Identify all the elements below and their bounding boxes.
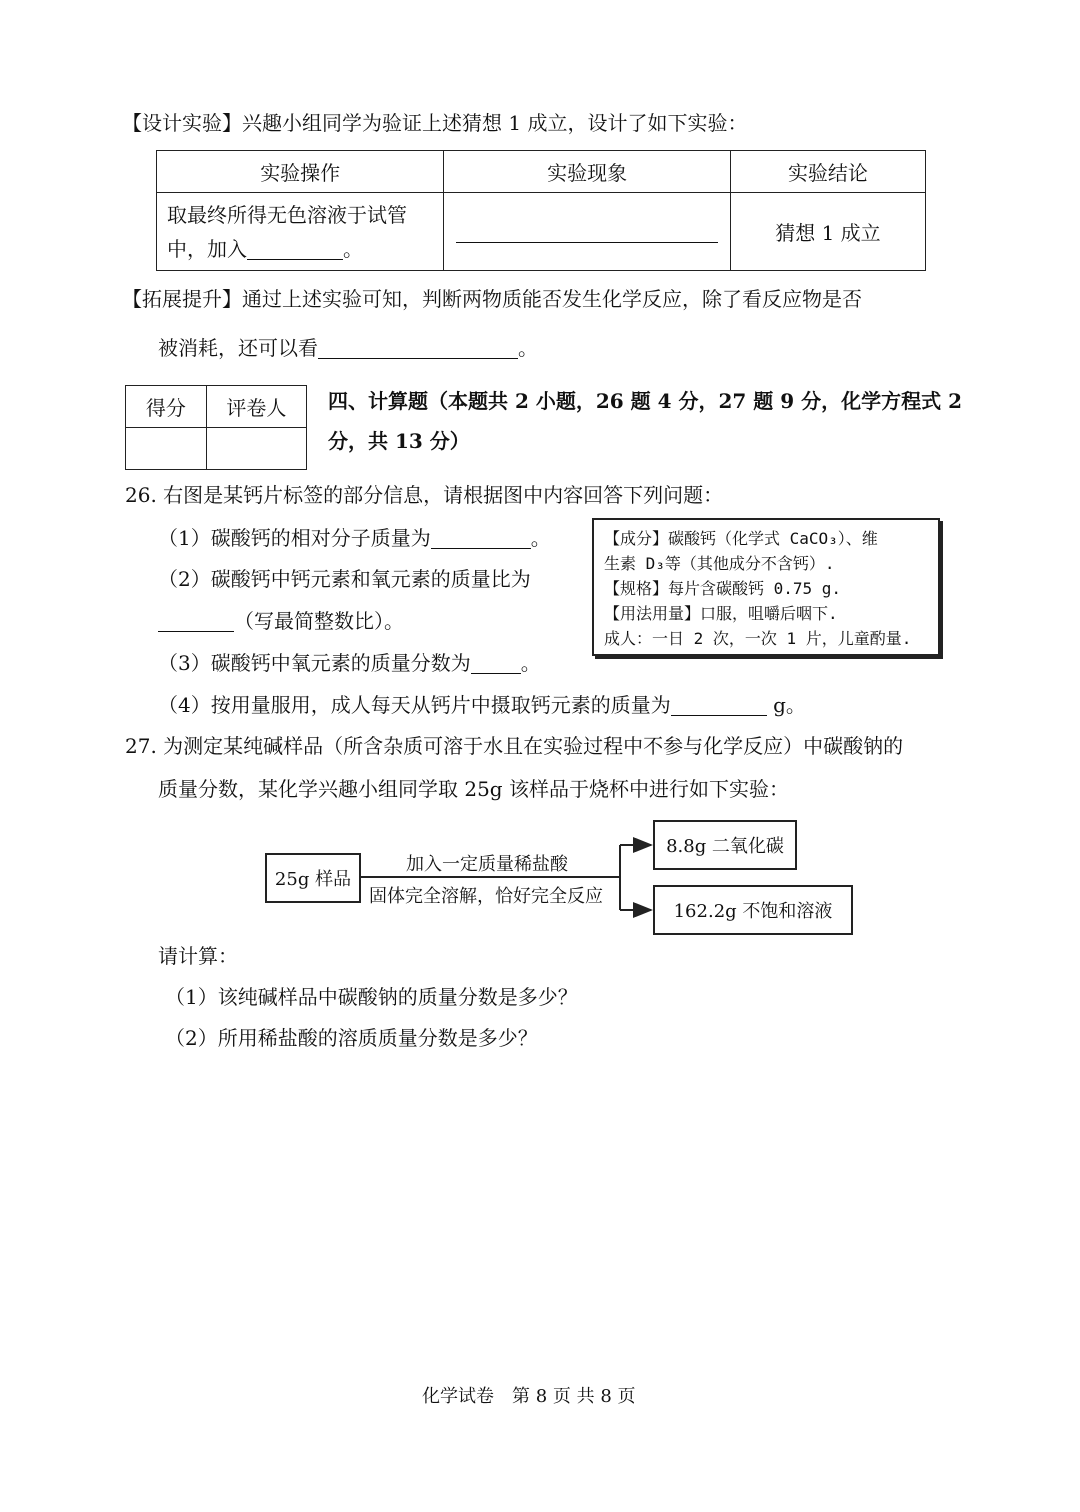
label-line: 【规格】每片含碳酸钙 0.75 g. [604,579,842,598]
solution-box: 162.2g 不饱和溶液 [653,885,853,935]
co2-box: 8.8g 二氧化碳 [653,820,797,870]
operation-line2-suffix: 。 [343,236,363,261]
extension-line2-prefix: 被消耗，还可以看 [158,336,318,360]
section4-line1: 四、计算题（本题共 2 小题，26 题 4 分，27 题 9 分，化学方程式 2 [328,389,962,413]
q26-part3-prefix: （3）碳酸钙中氧元素的质量分数为 [158,651,471,675]
sample-box: 25g 样品 [265,853,361,903]
arrow-top-label: 加入一定质量稀盐酸 [406,854,568,875]
label-line: 成人：一日 2 次，一次 1 片，儿童酌量. [604,629,912,648]
arrow-bottom-label: 固体完全溶解，恰好完全反应 [369,886,603,907]
section4-line2: 分，共 13 分） [328,429,470,453]
table-header: 实验结论 [730,151,925,193]
q26-stem: 26. 右图是某钙片标签的部分信息，请根据图中内容回答下列问题： [125,483,724,507]
table-header: 实验操作 [157,151,444,193]
q26-part1-prefix: （1）碳酸钙的相对分子质量为 [158,526,431,550]
grader-label: 评卷人 [206,386,306,428]
q27-stem-line2: 质量分数，某化学兴趣小组同学取 25g 该样品于烧杯中进行如下实验： [158,777,789,801]
extension-line1: 【拓展提升】通过上述实验可知，判断两物质能否发生化学反应，除了看反应物是否 [122,287,862,311]
design-heading: 【设计实验】兴趣小组同学为验证上述猜想 1 成立，设计了如下实验： [122,111,748,135]
q26-part4-suffix: g。 [773,693,806,717]
q27-sub2: （2）所用稀盐酸的溶质质量分数是多少？ [165,1026,538,1050]
extension-line2-suffix: 。 [518,336,538,360]
label-line: 生素 D₃等（其他成分不含钙）. [604,554,835,573]
q26-part4-prefix: （4）按用量服用，成人每天从钙片中摄取钙元素的质量为 [158,693,671,717]
q26-part2-line1: （2）碳酸钙中钙元素和氧元素的质量比为 [158,567,531,591]
page-footer: 化学试卷 第 8 页 共 8 页 [422,1386,636,1407]
operation-line2-prefix: 中，加入 [167,236,247,261]
q27-please: 请计算： [158,944,238,968]
q27-stem-line1: 27. 为测定某纯碱样品（所含杂质可溶于水且在实验过程中不参与化学反应）中碳酸钠的 [125,734,904,758]
label-line: 【成分】碳酸钙（化学式 CaCO₃）、维 [604,529,878,548]
score-label: 得分 [126,386,207,428]
q27-sub1: （1）该纯碱样品中碳酸钠的质量分数是多少？ [165,985,578,1009]
table-header: 实验现象 [444,151,731,193]
operation-line1: 取最终所得无色溶液于试管 [167,202,407,227]
label-line: 【用法用量】口服，咀嚼后咽下. [604,604,838,623]
q26-part2-suffix: （写最简整数比）。 [234,609,404,633]
q26-part3-suffix: 。 [520,651,541,675]
q26-part1-suffix: 。 [530,526,551,550]
conclusion-cell: 猜想 1 成立 [730,193,925,271]
